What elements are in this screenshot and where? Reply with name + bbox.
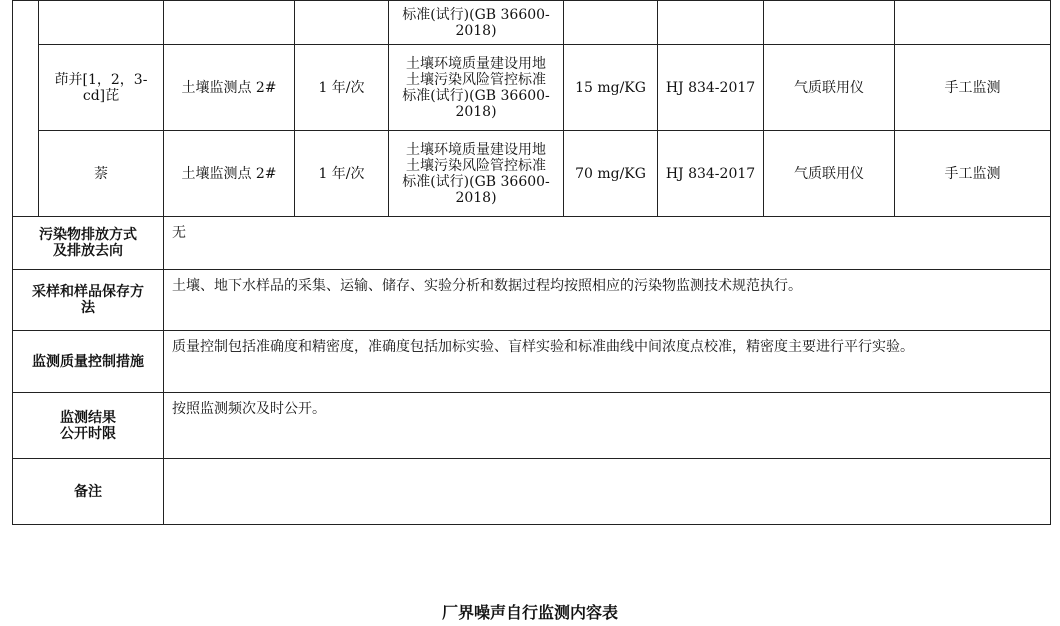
discharge-row	[13, 217, 1051, 270]
disclosure-row	[13, 393, 1051, 459]
quality-control-value: 质量控制包括准确度和精密度，准确度包括加标实验、盲样实验和标准曲线中间浓度点校准，精密度主要进行平行实验。	[164, 331, 1051, 393]
method-cell	[658, 1, 764, 45]
discharge-value: 无	[164, 217, 1051, 270]
limit-cell: 15 mg/KG	[564, 45, 658, 131]
standard-cell: 土壤环境质量建设用地 土壤污染风险管控标准 标准(试行)(GB 36600- 2018)	[389, 131, 564, 217]
mode-cell: 手工监测	[895, 45, 1051, 131]
sampling-value: 土壤、地下水样品的采集、运输、储存、实验分析和数据过程均按照相应的污染物监测技术规范执行。	[164, 270, 1051, 331]
monitoring-table	[12, 0, 1051, 525]
pollutant-cell	[39, 1, 164, 45]
disclosure-label: 监测结果 公开时限	[13, 393, 164, 459]
instrument-cell: 气质联用仪	[764, 131, 895, 217]
table-row	[13, 1, 1051, 45]
instrument-cell	[764, 1, 895, 45]
point-cell	[164, 1, 295, 45]
mode-cell: 手工监测	[895, 131, 1051, 217]
mode-cell	[895, 1, 1051, 45]
quality-control-row	[13, 331, 1051, 393]
limit-cell	[564, 1, 658, 45]
discharge-label: 污染物排放方式 及排放去向	[13, 217, 164, 270]
point-cell: 土壤监测点 2#	[164, 131, 295, 217]
remarks-value	[164, 459, 1051, 525]
standard-cell: 土壤环境质量建设用地 土壤污染风险管控标准 标准(试行)(GB 36600- 2018)	[389, 45, 564, 131]
sampling-label: 采样和样品保存方 法	[13, 270, 164, 331]
merged-category-cell	[13, 1, 39, 217]
point-cell: 土壤监测点 2#	[164, 45, 295, 131]
method-cell: HJ 834-2017	[658, 45, 764, 131]
frequency-cell: 1 年/次	[295, 131, 389, 217]
disclosure-value: 按照监测频次及时公开。	[164, 393, 1051, 459]
remarks-label: 备注	[13, 459, 164, 525]
standard-cell: 标准(试行)(GB 36600- 2018)	[389, 1, 564, 45]
sampling-row	[13, 270, 1051, 331]
quality-control-label: 监测质量控制措施	[13, 331, 164, 393]
instrument-cell: 气质联用仪	[764, 45, 895, 131]
remarks-row	[13, 459, 1051, 525]
pollutant-cell: 萘	[39, 131, 164, 217]
table-row	[13, 45, 1051, 131]
frequency-cell: 1 年/次	[295, 45, 389, 131]
method-cell: HJ 834-2017	[658, 131, 764, 217]
limit-cell: 70 mg/KG	[564, 131, 658, 217]
section-title: 厂界噪声自行监测内容表	[441, 603, 618, 622]
table-row	[13, 131, 1051, 217]
frequency-cell	[295, 1, 389, 45]
pollutant-cell: 茚并[1，2，3- cd]芘	[39, 45, 164, 131]
